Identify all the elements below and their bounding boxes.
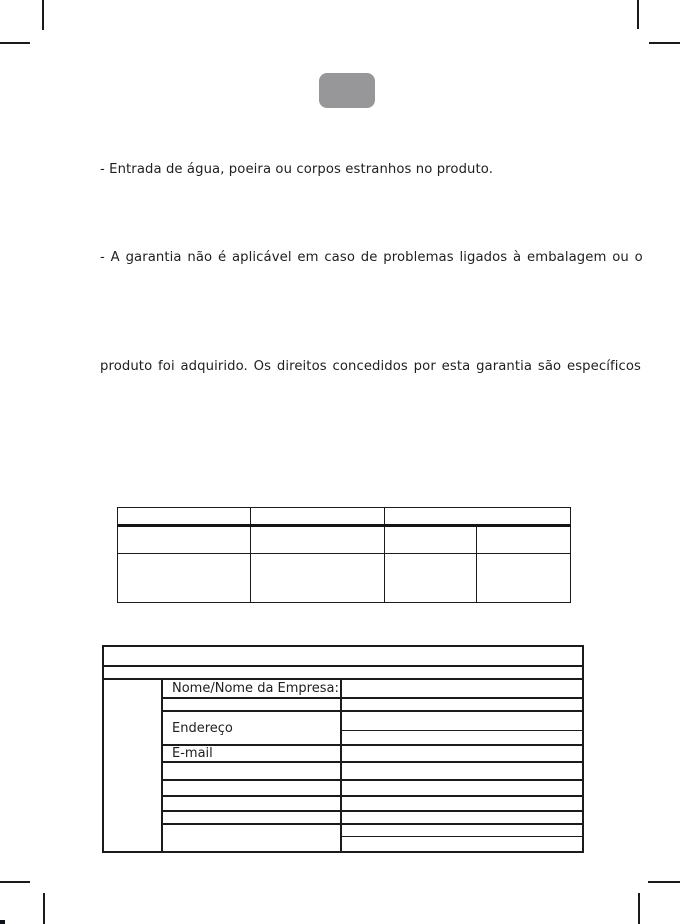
form-label-cell [162,811,341,824]
form-input-cell [341,711,583,730]
table-cell [385,554,477,603]
form-label-name: Nome/Nome da Empresa: [162,679,341,698]
form-input-cell [341,824,583,836]
form-input-cell [341,780,583,796]
form-input-cell [341,836,583,852]
table-cell [251,526,385,554]
crop-mark-top-left-horizontal [0,42,30,44]
form-label-cell [162,780,341,796]
form-input-cell [341,679,583,698]
table-cell [477,526,571,554]
form-input-cell [341,762,583,780]
crop-mark-top-right-horizontal [649,42,680,44]
crop-mark-top-right-vertical [637,0,639,29]
body-line: - Entrada de água, poeira ou corpos estranhos no produto. [100,162,494,177]
form-input-cell [341,745,583,762]
warranty-registration-form-table [102,645,584,853]
table-cell [251,508,385,526]
form-input-cell [341,796,583,811]
crop-mark-bottom-right-horizontal [648,881,680,883]
form-side-cell [103,679,162,852]
table-cell [118,508,251,526]
crop-mark-bottom-left-horizontal [0,881,30,883]
registration-mark [0,920,5,924]
form-input-cell [341,698,583,711]
table-cell [385,526,477,554]
table-cell [385,508,571,526]
form-label-cell [162,824,341,852]
form-input-cell [341,811,583,824]
form-input-cell [341,730,583,745]
crop-mark-bottom-left-vertical [43,893,45,924]
form-label-email: E-mail [162,745,341,762]
body-line: produto foi adquirido. Os direitos concedidos por esta garantia são específicos [100,359,641,374]
form-label-cell [162,762,341,780]
form-subheader-cell [103,666,583,679]
crop-mark-top-left-vertical [42,0,44,30]
form-label-cell [162,698,341,711]
crop-mark-bottom-right-vertical [638,893,640,924]
warranty-period-table [117,507,571,603]
table-cell [118,554,251,603]
page-badge [319,73,375,108]
form-label-address: Endereço [162,711,341,745]
table-cell [118,526,251,554]
table-cell [477,554,571,603]
table-cell [251,554,385,603]
form-header-cell [103,646,583,666]
form-label-cell [162,796,341,811]
body-line: - A garantia não é aplicável em caso de problemas ligados à embalagem ou o [100,250,643,265]
